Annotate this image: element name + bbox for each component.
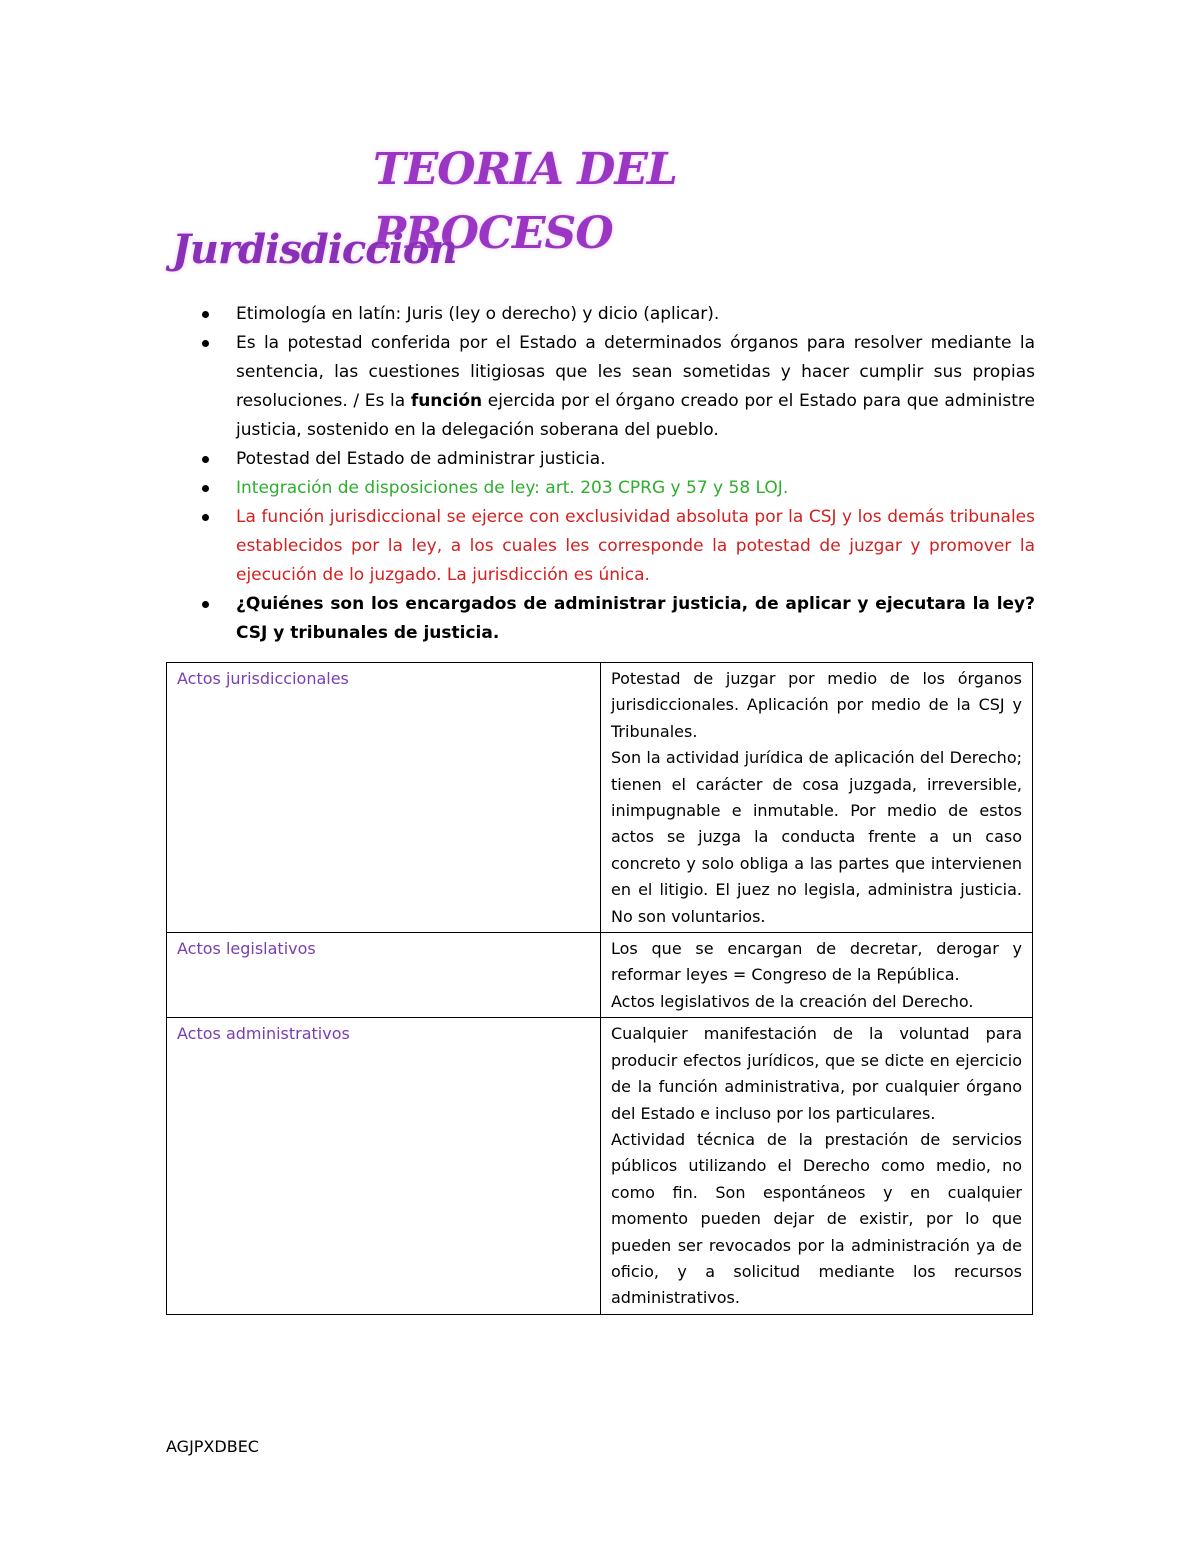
table-cell-paragraph: Son la actividad jurídica de aplicación del Derecho; tienen el carácter de cosa juzgada, irreversible, inimpugnable e inmutable. Por medio de estos actos se juzga la conducta frente a un caso concreto y solo obliga a las partes que intervienen en el litigio. El juez no legisla, administra justicia. No son voluntarios. (611, 748, 1022, 926)
bullet-icon (202, 485, 209, 492)
table-cell-paragraph: Potestad de juzgar por medio de los órganos jurisdiccionales. Aplicación por medio de la CSJ y Tribunales. (611, 669, 1022, 741)
bullet-text: La función jurisdiccional se ejerce con exclusividad absoluta por la CSJ y los demás tribunales establecidos por la ley, a los cuales les corresponde la potestad de juzgar y promover la ejecución de lo juzgado. La jurisdicción es única. (236, 507, 1035, 585)
table-row-description (601, 933, 1033, 1018)
bullet-text: Etimología en latín: Juris (ley o derecho) y dicio (aplicar). (236, 304, 720, 324)
table-row-description (601, 1018, 1033, 1314)
list-item (198, 329, 1035, 445)
bullet-list (198, 300, 1035, 648)
table-row (167, 933, 1033, 1018)
table-cell-paragraph: Actividad técnica de la prestación de servicios públicos utilizando el Derecho como medio, no como fin. Son espontáneos y en cualquier momento pueden dejar de existir, por lo que pueden ser revocados por la administración ya de oficio, y a solicitud mediante los recursos administrativos. (611, 1129, 1022, 1308)
bullet-bold-text: función (410, 391, 483, 411)
bullet-text: Potestad del Estado de administrar justicia. (236, 449, 606, 469)
table-cell-paragraph: Cualquier manifestación de la voluntad para producir efectos jurídicos, que se dicte en ejercicio de la función administrativa, por cualquier órgano del Estado e incluso por los particulares. (611, 1024, 1022, 1123)
bullet-text: ejercida por el órgano creado por el Estado para que administre justicia, sostenido en la delegación soberana del pueblo. (236, 391, 1035, 440)
table-row-label: Actos jurisdiccionales (167, 663, 601, 933)
section-heading: Jurdisdiccion (172, 226, 457, 273)
list-item (198, 474, 1035, 503)
table-row (167, 1018, 1033, 1314)
table-cell-paragraph: Los que se encargan de decretar, derogar y reformar leyes = Congreso de la República. (611, 939, 1022, 985)
table-row-label: Actos legislativos (167, 933, 601, 1018)
footer-text: AGJPXDBEC (166, 1437, 259, 1456)
table-row (167, 663, 1033, 933)
bullet-icon (202, 311, 209, 318)
table-row-description (601, 663, 1033, 933)
bullet-text: Es la potestad conferida por el Estado a determinados órganos para resolver mediante la sentencia, las cuestiones litigiosas que les sean sometidas y hacer cumplir sus propias resoluciones. / Es la (236, 333, 1035, 411)
bullet-icon (202, 514, 209, 521)
bullet-icon (202, 601, 209, 608)
bullet-icon (202, 340, 209, 347)
acts-table (166, 662, 1033, 1315)
bullet-text: Integración de disposiciones de ley: art. 203 CPRG y 57 y 58 LOJ. (236, 478, 789, 498)
table-row-label: Actos administrativos (167, 1018, 601, 1314)
table-cell-paragraph: Actos legislativos de la creación del Derecho. (611, 991, 974, 1011)
list-item (198, 590, 1035, 648)
document-title: TEORIA DEL PROCESO (373, 144, 677, 259)
list-item (198, 503, 1035, 590)
list-item (198, 445, 1035, 474)
bullet-icon (202, 456, 209, 463)
list-item (198, 300, 1035, 329)
bullet-text: ¿Quiénes son los encargados de administrar justicia, de aplicar y ejecutara la ley? CSJ y tribunales de justicia. (236, 594, 1035, 643)
